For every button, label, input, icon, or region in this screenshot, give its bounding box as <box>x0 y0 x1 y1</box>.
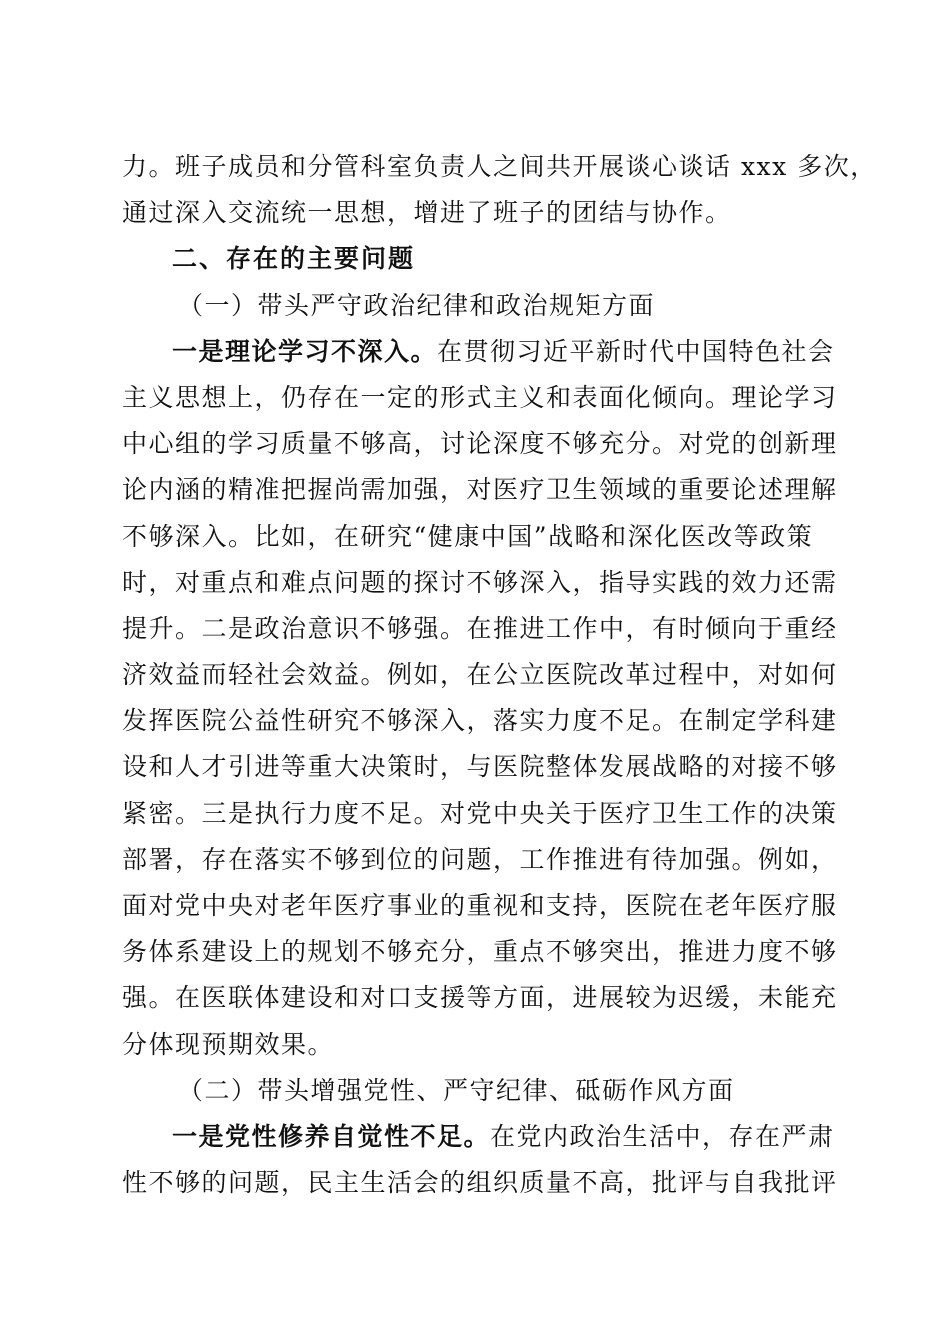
paragraph-line: 中心组的学习质量不够高，讨论深度不够充分。对党的创新理 <box>122 429 838 459</box>
paragraph-line: 济效益而轻社会效益。例如，在公立医院改革过程中，对如何 <box>122 660 838 690</box>
subsection-heading: （一）带头严守政治纪律和政治规矩方面 <box>178 290 656 320</box>
paragraph-line: 通过深入交流统一思想，增进了班子的团结与协作。 <box>122 198 732 228</box>
bold-lead-text: 一是理论学习不深入。 <box>172 336 438 366</box>
paragraph-line: 不够深入。比如，在研究“健康中国”战略和深化医改等政策 <box>122 521 814 551</box>
paragraph-line: 分体现预期效果。 <box>122 1029 335 1059</box>
paragraph-line: 设和人才引进等重大决策时，与医院整体发展战略的对接不够 <box>122 752 838 782</box>
paragraph-line: 主义思想上，仍存在一定的形式主义和表面化倾向。理论学习 <box>122 382 838 412</box>
paragraph-line: 时，对重点和难点问题的探讨不够深入，指导实践的效力还需 <box>122 567 838 597</box>
paragraph-line: 紧密。三是执行力度不足。对党中央关于医疗卫生工作的决策 <box>122 798 838 828</box>
paragraph-line: 提升。二是政治意识不够强。在推进工作中，有时倾向于重经 <box>122 613 838 643</box>
paragraph-line <box>122 329 835 375</box>
paragraph-line: 强。在医联体建设和对口支援等方面，进展较为迟缓，未能充 <box>122 983 838 1013</box>
paragraph-line: 发挥医院公益性研究不够深入，落实力度不足。在制定学科建 <box>122 706 838 736</box>
subsection-heading: （二）带头增强党性、严守纪律、砥砺作风方面 <box>178 1075 735 1105</box>
document-body <box>122 144 877 1206</box>
paragraph-line: 性不够的问题，民主生活会的组织质量不高，批评与自我批评 <box>122 1168 838 1198</box>
paragraph-text: 在党内政治生活中，存在严肃 <box>490 1121 835 1151</box>
paragraph-line: 部署，存在落实不够到位的问题，工作推进有待加强。例如， <box>122 844 838 874</box>
paragraph-line: 力。班子成员和分管科室负责人之间共开展谈心谈话 xxx 多次， <box>122 152 877 181</box>
paragraph-line: 面对党中央对老年医疗事业的重视和支持，医院在老年医疗服 <box>122 891 838 920</box>
paragraph-text: 在贯彻习近平新时代中国特色社会 <box>437 336 835 366</box>
paragraph-line: 论内涵的精准把握尚需加强，对医疗卫生领域的重要论述理解 <box>122 475 838 505</box>
paragraph-line <box>122 1114 835 1160</box>
bold-lead-text: 一是党性修养自觉性不足。 <box>172 1121 491 1151</box>
paragraph-line: 务体系建设上的规划不够充分，重点不够突出，推进力度不够 <box>122 937 838 967</box>
section-heading: 二、存在的主要问题 <box>172 244 416 274</box>
